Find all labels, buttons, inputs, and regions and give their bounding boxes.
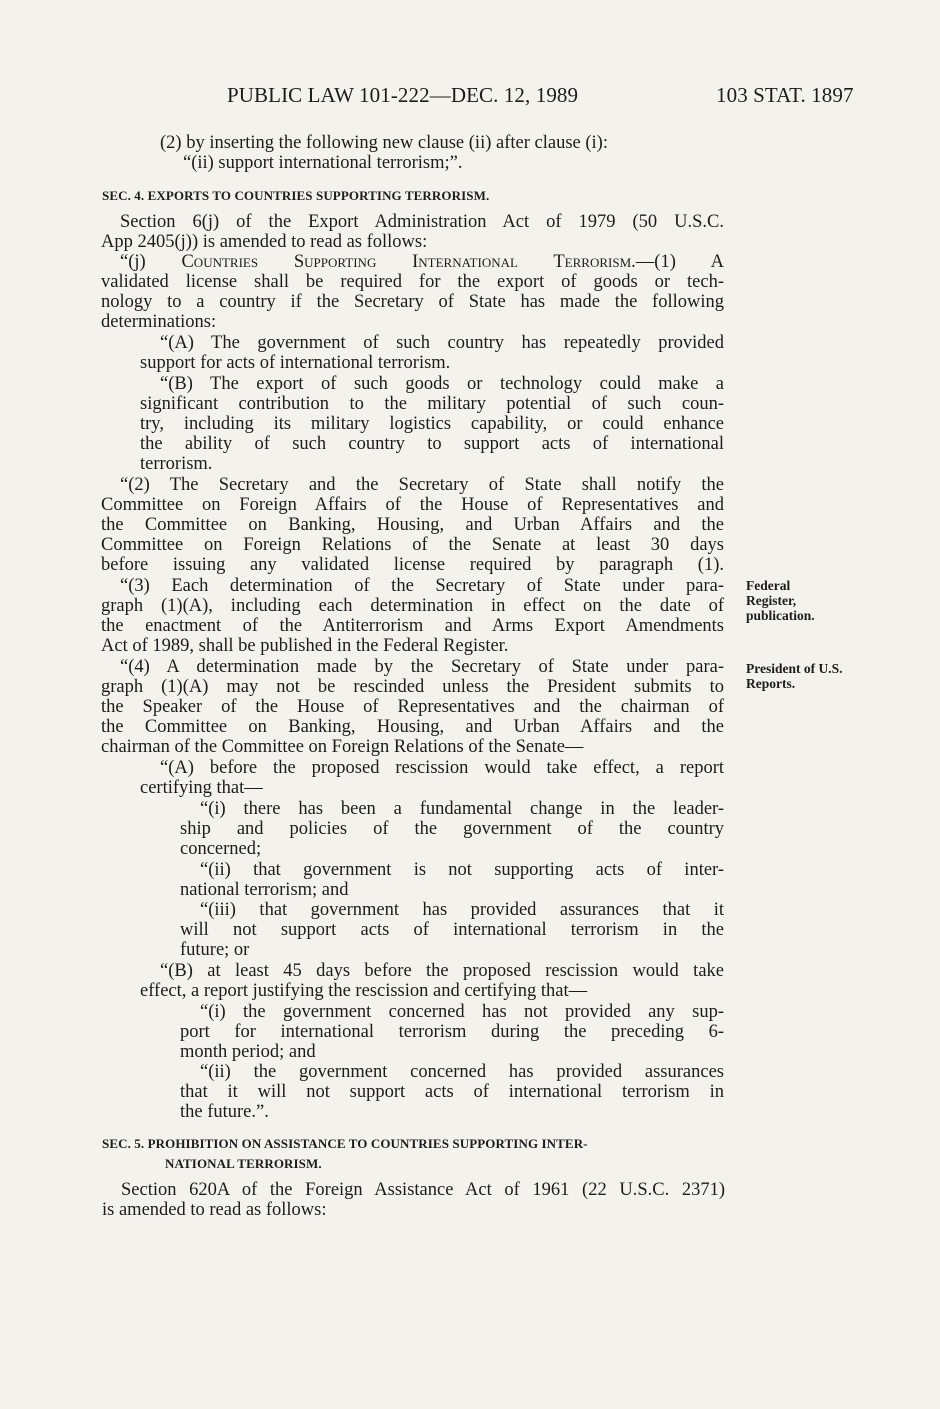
subsection-j-open: “(j) [120, 252, 182, 272]
body-line: graph (1)(A) may not be rescinded unless the President submits to [101, 677, 724, 697]
body-line: Section 6(j) of the Export Administration Act of 1979 (50 U.S.C. [120, 212, 724, 232]
body-line: is amended to read as follows: [102, 1200, 327, 1220]
body-line: the ability of such country to support acts of international [140, 434, 724, 454]
section-heading: SEC. 4. EXPORTS TO COUNTRIES SUPPORTING TERRORISM. [102, 188, 490, 203]
body-line: the Speaker of the House of Representatives and the chairman of [101, 697, 724, 717]
body-line: will not support acts of international terrorism in the [180, 920, 724, 940]
intro-line: (2) by inserting the following new clause (ii) after clause (i): [160, 133, 608, 153]
body-line: “(i) there has been a fundamental change in the leader- [200, 799, 724, 819]
body-line: concerned; [180, 839, 262, 859]
body-line: Committee on Foreign Relations of the Senate at least 30 days [101, 535, 724, 555]
body-line: “(ii) that government is not supporting acts of inter- [200, 860, 724, 880]
body-line: ship and policies of the government of the country [180, 819, 724, 839]
body-line: validated license shall be required for the export of goods or tech- [101, 272, 724, 292]
body-line: “(B) at least 45 days before the proposed rescission would take [160, 961, 724, 981]
body-line: Section 620A of the Foreign Assistance Act of 1961 (22 U.S.C. 2371) [121, 1180, 725, 1200]
body-line: Committee on Foreign Affairs of the House of Representatives and [101, 495, 724, 515]
body-line: “(B) The export of such goods or technology could make a [160, 374, 724, 394]
body-line: “(ii) the government concerned has provided assurances [200, 1062, 724, 1082]
body-line: that it will not support acts of international terrorism in [180, 1082, 724, 1102]
body-line: “(A) The government of such country has repeatedly provided [160, 333, 724, 353]
subsection-j-rest: .—(1) A [631, 252, 724, 272]
body-line: “(4) A determination made by the Secretary of State under para- [120, 657, 724, 677]
running-head-law: PUBLIC LAW 101-222—DEC. 12, 1989 [227, 83, 579, 107]
body-line: try, including its military logistics capability, or could enhance [140, 414, 724, 434]
margin-note-president: President of U.S. Reports. [746, 661, 843, 691]
body-line: determinations: [101, 312, 217, 332]
body-line: future; or [180, 940, 250, 960]
body-line: the future.”. [180, 1102, 269, 1122]
body-line: Act of 1989, shall be published in the Federal Register. [101, 636, 509, 656]
body-line: the enactment of the Antiterrorism and Arms Export Amendments [101, 616, 724, 636]
body-line: chairman of the Committee on Foreign Relations of the Senate— [101, 737, 584, 757]
section-heading: SEC. 5. PROHIBITION ON ASSISTANCE TO COUNTRIES SUPPORTING INTER- [102, 1136, 588, 1151]
body-line: graph (1)(A), including each determination in effect on the date of [101, 596, 724, 616]
body-line: “(3) Each determination of the Secretary of State under para- [120, 576, 724, 596]
body-line: effect, a report justifying the rescission and certifying that— [140, 981, 588, 1001]
body-line: the Committee on Banking, Housing, and Urban Affairs and the [101, 515, 724, 535]
body-line: nology to a country if the Secretary of State has made the following [101, 292, 724, 312]
section-heading-cont: NATIONAL TERRORISM. [165, 1156, 322, 1171]
body-line: national terrorism; and [180, 880, 349, 900]
body-line: month period; and [180, 1042, 316, 1062]
subsection-j-caption: Countries Supporting International Terrorism [181, 252, 632, 272]
body-line: before issuing any validated license required by paragraph (1). [101, 555, 724, 575]
margin-note-federal-register: Federal Register, publication. [746, 578, 815, 623]
body-line: significant contribution to the military potential of such coun- [140, 394, 724, 414]
running-head-stat: 103 STAT. 1897 [716, 83, 854, 107]
body-line: port for international terrorism during the preceding 6- [180, 1022, 724, 1042]
body-line: App 2405(j)) is amended to read as follows: [101, 232, 428, 252]
body-line: “(2) The Secretary and the Secretary of State shall notify the [120, 475, 724, 495]
body-line: certifying that— [140, 778, 263, 798]
body-line: “(iii) that government has provided assurances that it [200, 900, 724, 920]
body-line: terrorism. [140, 454, 213, 474]
intro-line: “(ii) support international terrorism;”. [183, 153, 463, 173]
body-line: the Committee on Banking, Housing, and Urban Affairs and the [101, 717, 724, 737]
body-line: “(i) the government concerned has not provided any sup- [200, 1002, 724, 1022]
subsection-j-heading [120, 252, 724, 272]
body-line: support for acts of international terrorism. [140, 353, 451, 373]
body-line: “(A) before the proposed rescission would take effect, a report [160, 758, 724, 778]
